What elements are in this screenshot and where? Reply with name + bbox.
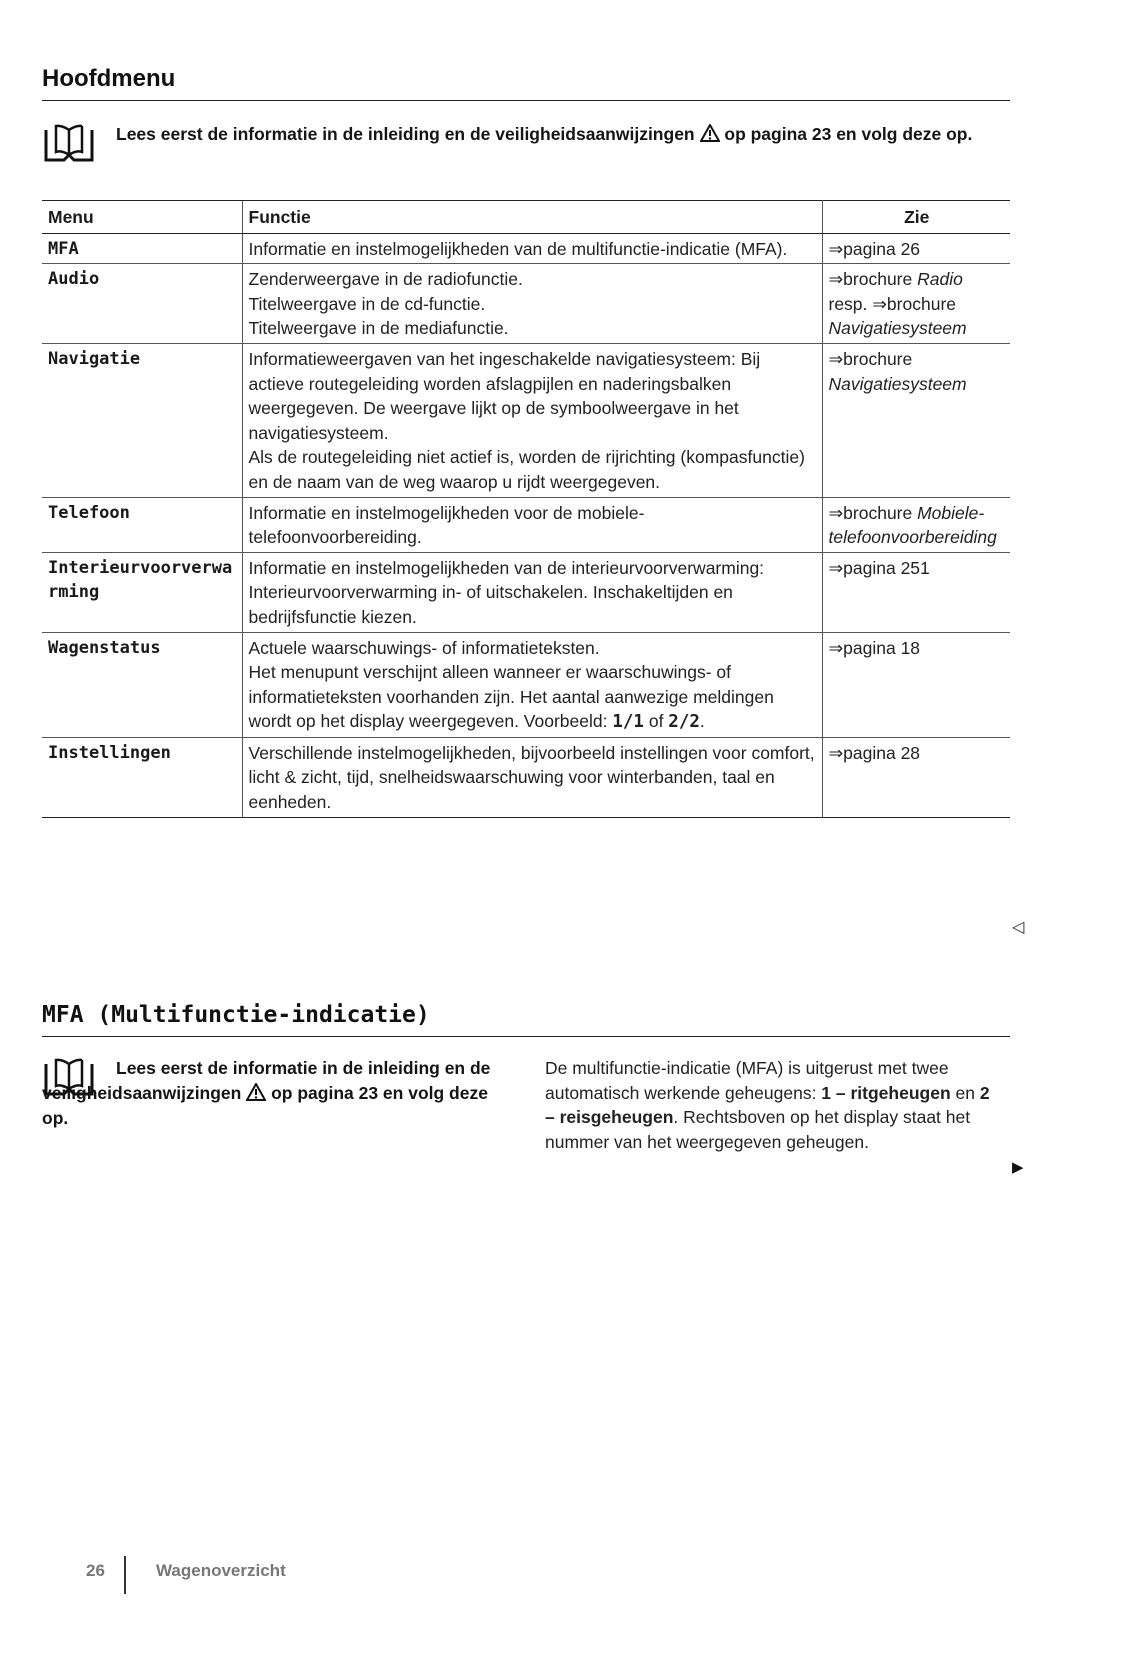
- zie-text: ⇒brochure: [828, 269, 918, 290]
- safety-note: [42, 122, 1002, 147]
- zie-brochure: Navigatiesysteem: [828, 373, 967, 394]
- zie-cell: ⇒pagina 18: [822, 632, 1010, 737]
- header-menu: Menu: [42, 201, 242, 234]
- warning-icon: [700, 124, 720, 142]
- zie-brochure: Mobiele-telefoonvoorbereiding: [828, 502, 997, 548]
- zie-cell: ⇒pagina 28: [822, 737, 1010, 817]
- functie-paragraph: Actuele waarschuwings- of informatieteksten.: [248, 637, 600, 658]
- functie-cell: [242, 632, 822, 737]
- zie-cell: [822, 343, 1010, 497]
- table-row: [42, 343, 1010, 497]
- functie-cell: Informatie en instelmogelijkheden van de multifunctie-indicatie (MFA).: [242, 233, 822, 264]
- mfa-paragraph: [545, 1056, 1000, 1154]
- para-text: De multifunctie-indicatie (MFA) is uitgerust met twee automatisch werkende geheugens:: [545, 1058, 949, 1103]
- zie-cell: [822, 264, 1010, 344]
- menu-cell: Audio: [42, 264, 242, 344]
- functie-text: Het menupunt verschijnt alleen wanneer er waarschuwings- of informatieteksten voorhanden zijn. Het aantal aanwezige meldingen wordt op het display weergegeven. Voorbeeld:: [248, 662, 774, 732]
- safety-note: [42, 1056, 512, 1131]
- header-zie: Zie: [822, 201, 1010, 234]
- warning-icon: [246, 1083, 266, 1101]
- note-text-before: Lees eerst de informatie in de inleiding en de veiligheidsaanwijzingen: [42, 1058, 491, 1103]
- table-header-row: [42, 201, 1010, 234]
- functie-line: Titelweergave in de cd-functie.: [248, 293, 486, 314]
- para-bold: 2 – reisgeheugen: [545, 1082, 990, 1128]
- footer-section: Wagenoverzicht: [156, 1561, 286, 1580]
- note-text-before: Lees eerst de informatie in de inleiding en de veiligheidsaanwijzingen: [116, 124, 695, 144]
- book-icon: [42, 122, 96, 166]
- page-title: Hoofdmenu: [42, 64, 1010, 101]
- zie-brochure: Navigatiesysteem: [828, 318, 967, 339]
- functie-cell: Verschillende instelmogelijkheden, bijvoorbeeld instellingen voor comfort, licht & zicht, tijd, snelheidswaarschuwing voor winterbanden, taal en eenheden.: [242, 737, 822, 817]
- functie-line: Zenderweergave in de radiofunctie.: [248, 269, 523, 290]
- menu-cell: Instellingen: [42, 737, 242, 817]
- page-number: 26: [86, 1561, 105, 1580]
- para-text: en: [950, 1082, 980, 1103]
- table-row: [42, 552, 1010, 632]
- para-bold: 1 – ritgeheugen: [821, 1082, 951, 1103]
- menu-cell: Telefoon: [42, 497, 242, 552]
- menu-cell: Navigatie: [42, 343, 242, 497]
- table-row: [42, 632, 1010, 737]
- table-row: [42, 737, 1010, 817]
- zie-text: ⇒brochure: [828, 348, 913, 369]
- table-row: [42, 264, 1010, 344]
- menu-cell: Interieurvoorverwarming: [42, 552, 242, 632]
- display-example: 2/2: [668, 712, 700, 733]
- section-title: MFA (Multifunctie-indicatie): [42, 1000, 1010, 1037]
- functie-text: .: [699, 711, 705, 732]
- menu-table: [42, 200, 1010, 818]
- continue-arrow-icon: ▶: [1012, 1159, 1024, 1176]
- zie-text: resp. ⇒brochure: [828, 293, 956, 314]
- note-text-after: op pagina 23 en volg deze op.: [42, 1083, 488, 1128]
- functie-paragraph: Informatieweergaven van het ingeschakelde navigatiesysteem: Bij actieve routegeleiding worden afslagpijlen en naderingsbalken weergegeven. De weergave lijkt op de symboolweergave in het navigatiesysteem.: [248, 348, 761, 443]
- book-icon: [42, 1056, 96, 1100]
- note-text-after: op pagina 23 en volg deze op.: [724, 124, 973, 144]
- functie-paragraph: Informatie en instelmogelijkheden van de interieurvoorverwarming:: [248, 557, 765, 578]
- table-row: [42, 233, 1010, 264]
- functie-paragraph: Als de routegeleiding niet actief is, worden de rijrichting (kompasfunctie) en de naam van de weg waarop u rijdt weergegeven.: [248, 447, 805, 492]
- footer-divider: [124, 1556, 126, 1594]
- back-mark-icon: ◁: [1012, 919, 1025, 936]
- zie-cell: ⇒pagina 251: [822, 552, 1010, 632]
- functie-cell: [242, 343, 822, 497]
- functie-paragraph: Interieurvoorverwarming in- of uitschakelen. Inschakeltijden en bedrijfsfunctie kiezen.: [248, 582, 733, 627]
- functie-cell: Informatie en instelmogelijkheden voor de mobiele-telefoonvoorbereiding.: [242, 497, 822, 552]
- para-text: . Rechtsboven op het display staat het nummer van het weergegeven geheugen.: [545, 1107, 971, 1152]
- zie-cell: ⇒pagina 26: [822, 233, 1010, 264]
- menu-cell: MFA: [42, 233, 242, 264]
- display-example: 1/1: [612, 712, 644, 733]
- functie-paragraph: [249, 660, 817, 735]
- zie-brochure: Radio: [917, 269, 963, 290]
- functie-text: of: [643, 711, 669, 732]
- zie-text: ⇒brochure: [828, 502, 918, 523]
- functie-cell: [242, 264, 822, 344]
- functie-line: Titelweergave in de mediafunctie.: [248, 318, 509, 339]
- zie-cell: [822, 497, 1010, 552]
- header-functie: Functie: [242, 201, 822, 234]
- menu-cell: Wagenstatus: [42, 632, 242, 737]
- functie-cell: [242, 552, 822, 632]
- table-row: [42, 497, 1010, 552]
